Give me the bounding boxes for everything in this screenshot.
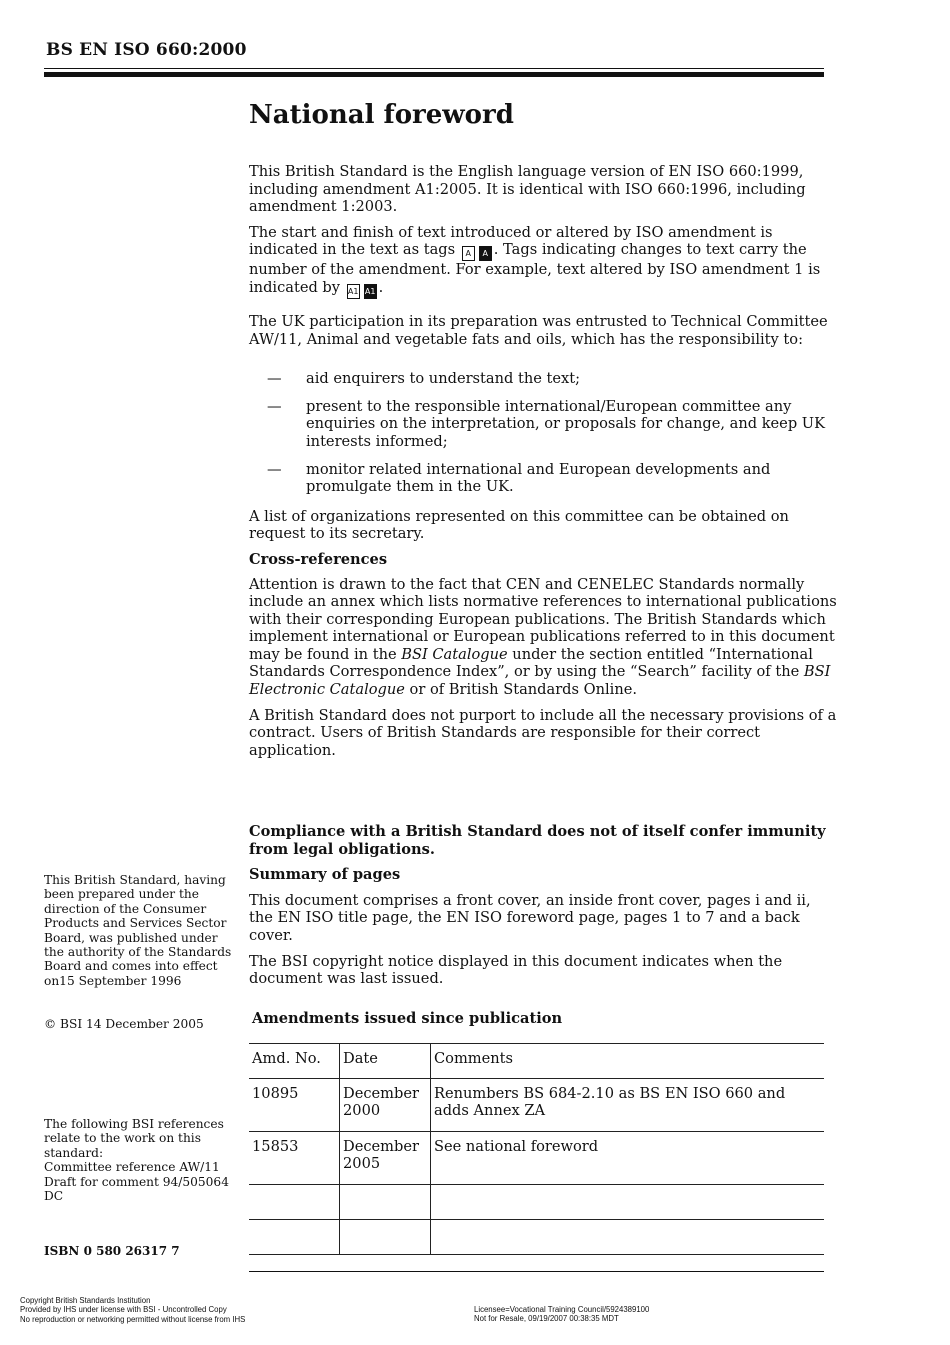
amendment-start-tag-icon: A [462,246,475,261]
contract-paragraph: A British Standard does not purport to include all the necessary provisions of a contract. Users of British Standards are responsible for their correct application. [249,706,837,759]
organizations-paragraph: A list of organizations represented on this committee can be obtained on request to its secretary. [249,507,789,543]
cross-references-paragraph: Attention is drawn to the fact that CEN and CENELEC Standards normally include an annex which lists normative references to international publications with their corresponding European publications. The British Standards which implement international or European publications referred to in this document may be found in the BSI Catalogue under the section entitled “International Standards Correspondence Index”, or by using the “Search” facility of the BSI Electronic Catalogue or of British Standards Online. [249,575,837,699]
publication-note: This British Standard, having been prepared under the direction of the Consumer Products and Services Sector Board, was published under the authority of the Standards Board and comes into effect on15 September 1996 [44,873,232,988]
summary-heading: Summary of pages [249,866,401,884]
copyright-note: © BSI 14 December 2005 [44,1017,204,1031]
amendments-title: Amendments issued since publication [252,1010,563,1027]
responsibility-list [249,370,839,496]
footer-left: Copyright British Standards Institution Provided by IHS under license with BSI - Uncontrolled Copy No reproduction or networking permitted without license from IHS [20,1296,246,1324]
column-header: Amd. No. [249,1044,340,1079]
compliance-section [249,823,839,996]
summary-paragraph-2: The BSI copyright notice displayed in this document indicates when the document was last issued. [249,952,783,988]
table-row-empty [249,1220,824,1255]
intro-paragraph-3: The UK participation in its preparation was entrusted to Technical Committee AW/11, Animal and vegetable fats and oils, which has the responsibility to: [249,312,828,348]
table-row: 15853 December 2005 See national foreword [249,1132,824,1185]
column-header: Date [340,1044,431,1079]
list-item: — aid enquirers to understand the text; [267,370,581,388]
column-header: Comments [431,1044,825,1079]
list-item: — present to the responsible international/European committee any enquiries on the interpretation, or proposals for change, and keep UK interests informed; [267,397,826,450]
list-item: — monitor related international and European developments and promulgate them in the UK. [267,460,771,496]
amendment-1-end-tag-icon: A1 [364,284,377,299]
header-rule-thin [44,68,824,69]
table-header-row [249,1044,824,1079]
cross-references-heading: Cross-references [249,550,388,568]
page-title: National foreword [249,100,514,130]
amendment-1-start-tag-icon: A1 [347,284,360,299]
bsi-references: The following BSI references relate to the work on this standard: Committee reference AW/11 Draft for comment 94/505064 DC [44,1117,229,1204]
table-row: 10895 December 2000 Renumbers BS 684-2.10 as BS EN ISO 660 and adds Annex ZA [249,1079,824,1132]
footer-right: Licensee=Vocational Training Council/5924389100 Not for Resale, 09/19/2007 00:38:35 MDT [474,1305,650,1324]
summary-paragraph-1: This document comprises a front cover, an inside front cover, pages i and ii, the EN ISO title page, the EN ISO foreword page, pages 1 to 7 and a back cover. [249,891,811,944]
table-row-empty [249,1185,824,1220]
header-rule-thick [44,72,824,77]
isbn: ISBN 0 580 26317 7 [44,1244,180,1258]
intro-paragraph-1: This British Standard is the English language version of EN ISO 660:1999, including amendment A1:2005. It is identical with ISO 660:1996, including amendment 1:2003. [249,163,806,216]
foreword-body [249,163,839,767]
document-id: BS EN ISO 660:2000 [46,40,247,60]
compliance-statement: Compliance with a British Standard does not of itself confer immunity from legal obligations. [249,823,826,858]
intro-paragraph-2: The start and finish of text introduced or altered by ISO amendment is indicated in the text as tags A A . Tags indicating changes to text carry the number of the amendment. For example, text altered by ISO amendment 1 is indicated by A1 A1 . [249,224,839,299]
amendment-end-tag-icon: A [479,246,492,261]
amendments-table [249,1043,824,1255]
footer-rule [249,1271,824,1272]
